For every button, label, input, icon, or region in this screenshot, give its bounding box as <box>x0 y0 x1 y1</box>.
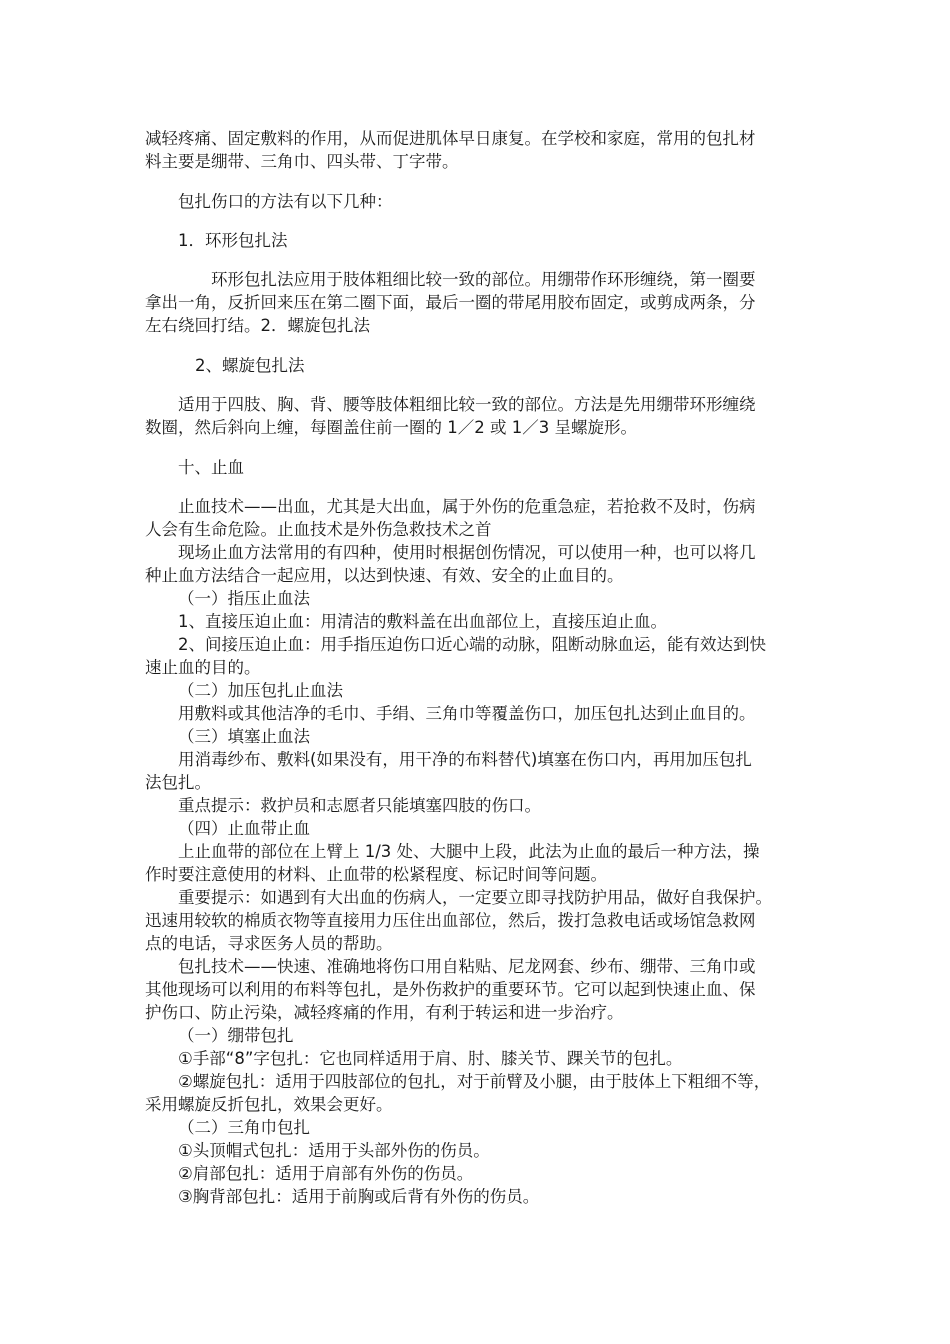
body-text-line: ①手部“8”字包扎：它也同样适用于肩、肘、膝关节、踝关节的包扎。 <box>178 1049 683 1068</box>
body-text-line: 止血技术——出血，尤其是大出血，属于外伤的危重急症，若抢救不及时，伤病 <box>178 497 756 516</box>
body-text-line: 拿出一角，反折回来压在第二圈下面，最后一圈的带尾用胶布固定，或剪成两条，分 <box>145 293 756 312</box>
body-text-line: 速止血的目的。 <box>145 658 261 677</box>
body-text-line: 1、直接压迫止血：用清洁的敷料盖在出血部位上，直接压迫止血。 <box>178 612 667 631</box>
body-text-line: 现场止血方法常用的有四种，使用时根据创伤情况，可以使用一种，也可以将几 <box>178 543 756 562</box>
body-text-line: 人会有生命危险。止血技术是外伤急救技术之首 <box>145 520 492 539</box>
section-heading: （三）填塞止血法 <box>178 727 310 746</box>
section-heading: 2、螺旋包扎法 <box>195 356 305 375</box>
body-text-line: ③胸背部包扎：适用于前胸或后背有外伤的伤员。 <box>178 1187 540 1206</box>
section-heading: （一）绷带包扎 <box>178 1026 294 1045</box>
body-text-line: 用敷料或其他洁净的毛巾、手绢、三角巾等覆盖伤口，加压包扎达到止血目的。 <box>178 704 756 723</box>
section-heading: （二）三角巾包扎 <box>178 1118 310 1137</box>
body-text-line: 法包扎。 <box>145 773 211 792</box>
body-text-line: 上止血带的部位在上臂上 1/3 处、大腿中上段，此法为止血的最后一种方法，操 <box>178 842 760 861</box>
body-text-line: 包扎伤口的方法有以下几种： <box>178 192 393 211</box>
body-text-line: 作时要注意使用的材料、止血带的松紧程度、标记时间等问题。 <box>145 865 607 884</box>
section-heading: 十、止血 <box>178 458 244 477</box>
body-text-line: 数圈，然后斜向上缠，每圈盖住前一圈的 1／2 或 1／3 呈螺旋形。 <box>145 418 637 437</box>
body-text-line: ①头顶帽式包扎：适用于头部外伤的伤员。 <box>178 1141 490 1160</box>
body-text-line: 左右绕回打结。2．螺旋包扎法 <box>145 316 370 335</box>
body-text-line: ②肩部包扎：适用于肩部有外伤的伤员。 <box>178 1164 474 1183</box>
body-text-line: 2、间接压迫止血：用手指压迫伤口近心端的动脉，阻断动脉血运，能有效达到快 <box>178 635 766 654</box>
body-text-line: 包扎技术——快速、准确地将伤口用自粘贴、尼龙网套、纱布、绷带、三角巾或 <box>178 957 756 976</box>
body-text-line: 种止血方法结合一起应用，以达到快速、有效、安全的止血目的。 <box>145 566 624 585</box>
body-text-line: 其他现场可以利用的布料等包扎，是外伤救护的重要环节。它可以起到快速止血、保 <box>145 980 756 999</box>
body-text-line: 适用于四肢、胸、背、腰等肢体粗细比较一致的部位。方法是先用绷带环形缠绕 <box>178 395 756 414</box>
body-text-line: 迅速用较软的棉质衣物等直接用力压住出血部位，然后，拨打急救电话或场馆急救网 <box>145 911 756 930</box>
body-text-line: 重点提示：救护员和志愿者只能填塞四肢的伤口。 <box>178 796 541 815</box>
body-text-line: 环形包扎法应用于肢体粗细比较一致的部位。用绷带作环形缠绕，第一圈要 <box>211 270 756 289</box>
section-heading: （二）加压包扎止血法 <box>178 681 343 700</box>
section-heading: 1．环形包扎法 <box>178 231 288 250</box>
section-heading: （四）止血带止血 <box>178 819 310 838</box>
body-text-line: 护伤口、防止污染，减轻疼痛的作用，有利于转运和进一步治疗。 <box>145 1003 624 1022</box>
body-text-line: 采用螺旋反折包扎，效果会更好。 <box>145 1095 393 1114</box>
body-text-line: 用消毒纱布、敷料(如果没有，用干净的布料替代)填塞在伤口内，再用加压包扎 <box>178 750 752 769</box>
body-text-line: 点的电话，寻求医务人员的帮助。 <box>145 934 393 953</box>
body-text-line: 重要提示：如遇到有大出血的伤病人，一定要立即寻找防护用品，做好自我保护。 <box>178 888 772 907</box>
body-text-line: ②螺旋包扎：适用于四肢部位的包扎，对于前臂及小腿，由于肢体上下粗细不等， <box>178 1072 771 1091</box>
body-text-line: 减轻疼痛、固定敷料的作用，从而促进肌体早日康复。在学校和家庭，常用的包扎材 <box>145 129 756 148</box>
body-text-line: 料主要是绷带、三角巾、四头带、丁字带。 <box>145 152 459 171</box>
section-heading: （一）指压止血法 <box>178 589 310 608</box>
